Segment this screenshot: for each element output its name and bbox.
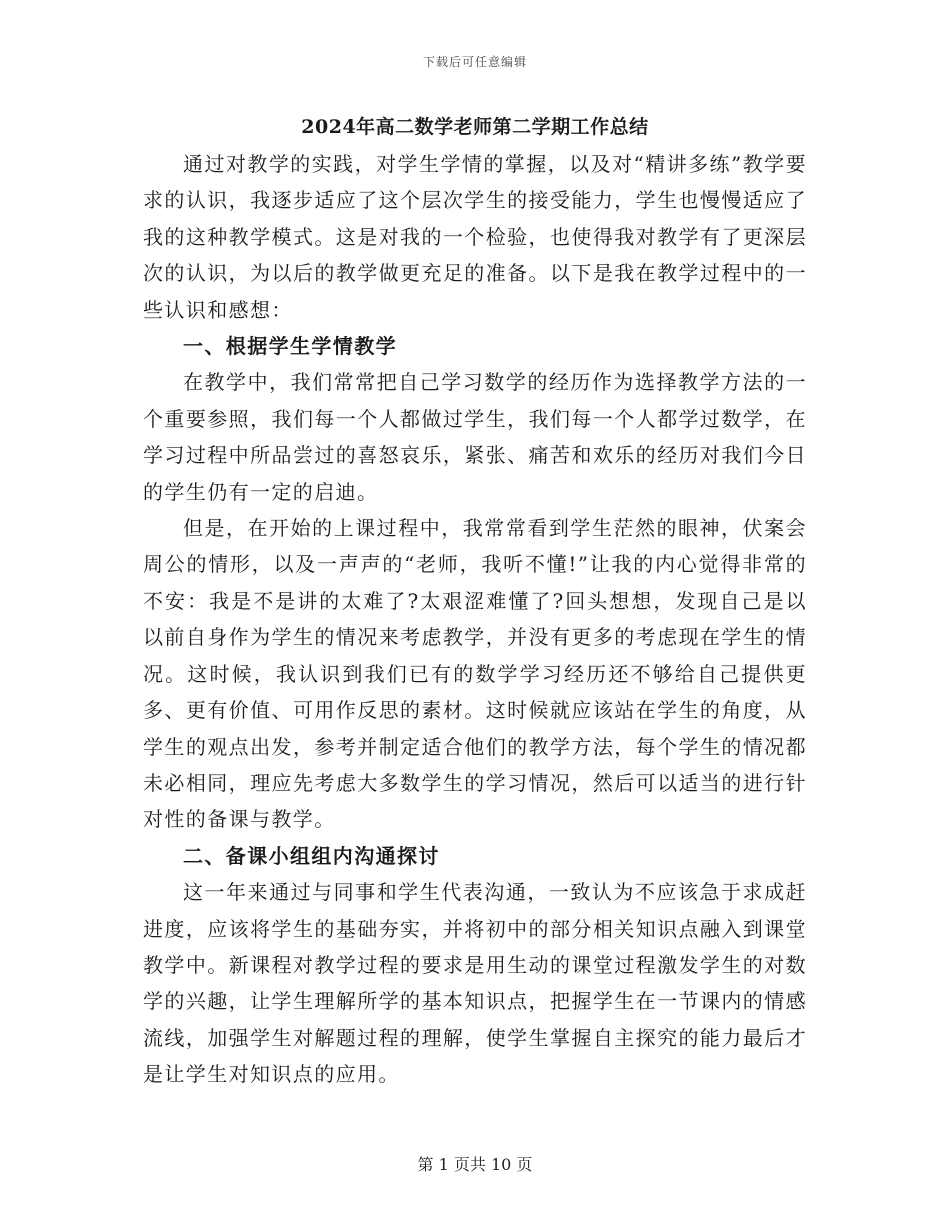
document-title: 2024年高二数学老师第二学期工作总结 [301,116,649,138]
page-number: 第 1 页共 10 页 [417,1155,533,1174]
document-body [143,112,807,1093]
paragraph-section1-b: 但是，在开始的上课过程中，我常常看到学生茫然的眼神，伏案会周公的情形，以及一声声的“老师，我听不懂!”让我的内心觉得非常的不安：我是不是讲的太难了?太艰涩难懂了?回头想想，发现自己是以以前自身作为学生的情况来考虑教学，并没有更多的考虑现在学生的情况。这时候，我认识到我们已有的数学学习经历还不够给自己提供更多、更有价值、可用作反思的素材。这时候就应该站在学生的角度，从学生的观点出发，参考并制定适合他们的教学方法，每个学生的情况都未必相同，理应先考虑大多数学生的学习情况，然后可以适当的进行针对性的备课与教学。 [143,516,807,832]
paragraph-section2: 这一年来通过与同事和学生代表沟通，一致认为不应该急于求成赶进度，应该将学生的基础夯实，并将初中的部分相关知识点融入到课堂教学中。新课程对教学过程的要求是用生动的课堂过程激发学生的对数学的兴趣，让学生理解所学的基本知识点，把握学生在一节课内的情感流线，加强学生对解题过程的理解，使学生掌握自主探究的能力最后才是让学生对知识点的应用。 [143,880,807,1087]
header-note: 下载后可任意编辑 [422,55,527,69]
paragraph-section1-a: 在教学中，我们常常把自己学习数学的经历作为选择教学方法的一个重要参照，我们每一个人都做过学生，我们每一个人都学过数学，在学习过程中所品尝过的喜怒哀乐，紧张、痛苦和欢乐的经历对我们今日的学生仍有一定的启迪。 [143,370,807,504]
section-heading-2: 二、备课小组组内沟通探讨 [183,843,440,868]
section-heading-1: 一、根据学生学情教学 [183,334,397,359]
paragraph-intro: 通过对教学的实践，对学生学情的掌握，以及对“精讲多练”教学要求的认识，我逐步适应了这个层次学生的接受能力，学生也慢慢适应了我的这种教学模式。这是对我的一个检验，也使得我对教学有了更深层次的认识，为以后的教学做更充足的准备。以下是我在教学过程中的一些认识和感想： [143,152,807,322]
